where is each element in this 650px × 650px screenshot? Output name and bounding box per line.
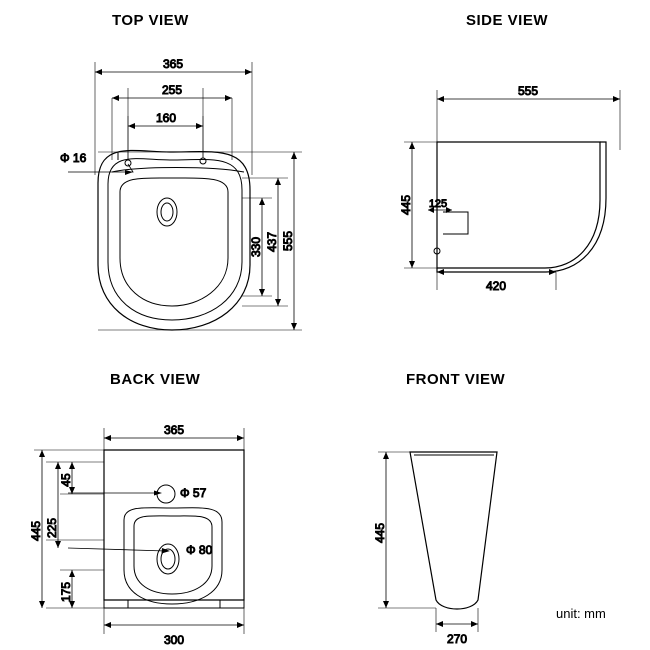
- svg-text:445: 445: [399, 194, 413, 216]
- svg-text:160: 160: [155, 111, 177, 125]
- svg-text:330: 330: [249, 236, 263, 258]
- svg-text:420: 420: [485, 279, 507, 293]
- front-view-title: FRONT VIEW: [406, 371, 506, 388]
- svg-text:125: 125: [428, 198, 448, 210]
- svg-text:445: 445: [29, 520, 43, 542]
- front-view-drawing: [373, 452, 497, 646]
- svg-text:175: 175: [59, 581, 73, 603]
- svg-text:45: 45: [59, 473, 73, 487]
- svg-text:270: 270: [446, 632, 468, 646]
- side-view-drawing: [399, 84, 620, 293]
- svg-text:Φ 57: Φ 57: [180, 486, 207, 500]
- top-view-drawing: [60, 57, 302, 330]
- side-view-title: SIDE VIEW: [466, 12, 549, 29]
- svg-text:555: 555: [281, 230, 295, 252]
- svg-text:555: 555: [517, 84, 539, 98]
- svg-text:255: 255: [161, 83, 183, 97]
- unit-label: unit: mm: [556, 606, 606, 621]
- svg-text:300: 300: [163, 633, 185, 647]
- svg-text:225: 225: [45, 517, 59, 539]
- back-view-drawing: [29, 423, 244, 647]
- svg-text:Φ 80: Φ 80: [186, 543, 213, 557]
- svg-text:445: 445: [373, 522, 387, 544]
- svg-text:Φ 16: Φ 16: [60, 151, 87, 165]
- back-view-title: BACK VIEW: [110, 371, 201, 388]
- svg-text:437: 437: [265, 231, 279, 253]
- top-view-title: TOP VIEW: [112, 12, 189, 29]
- svg-text:365: 365: [163, 423, 185, 437]
- svg-text:365: 365: [162, 57, 184, 71]
